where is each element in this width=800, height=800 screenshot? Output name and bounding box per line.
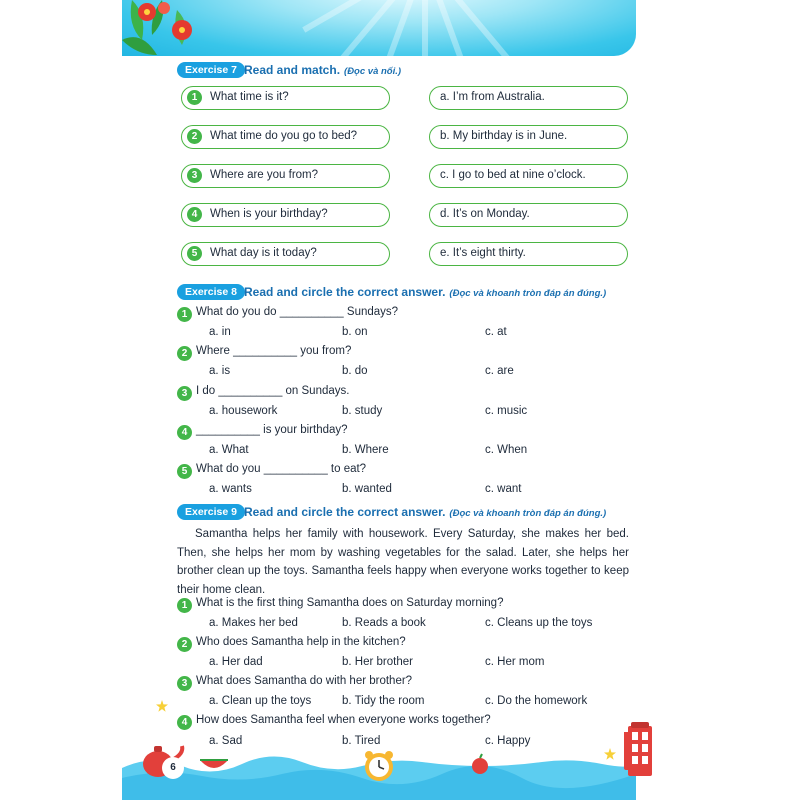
ex8-q4-option-b[interactable]: b. Where <box>342 444 389 456</box>
question-text: How does Samantha feel when everyone works together? <box>196 714 491 726</box>
exercise9-title-vi: (Đọc và khoanh tròn đáp án đúng.) <box>449 508 607 519</box>
ex8-q2-option-c[interactable]: c. are <box>485 365 514 377</box>
number-badge: 5 <box>177 464 192 479</box>
number-badge: 1 <box>187 90 202 105</box>
ex9-question-1 <box>177 595 503 613</box>
star-icon <box>156 700 168 712</box>
ex8-q1-option-b[interactable]: b. on <box>342 326 368 338</box>
phone-booth-icon <box>625 722 655 776</box>
match-question-5[interactable] <box>181 242 390 266</box>
ex8-q2-option-a[interactable]: a. is <box>209 365 231 377</box>
question-text: What do you do __________ Sundays? <box>196 306 399 318</box>
number-badge: 1 <box>177 598 192 613</box>
question-text: __________ is your birthday? <box>196 424 348 436</box>
exercise8-title-vi: (Đọc và khoanh tròn đáp án đúng.) <box>449 288 607 299</box>
ex9-q2-option-c[interactable]: c. Her mom <box>485 656 545 668</box>
ex9-q3-option-c[interactable]: c. Do the homework <box>485 695 588 707</box>
ex8-q2-option-b[interactable]: b. do <box>342 365 368 377</box>
question-text: What is the first thing Samantha does on Saturday morning? <box>196 597 504 609</box>
ex8-q1-option-a[interactable]: a. in <box>209 326 231 338</box>
ex8-q4-option-c[interactable]: c. When <box>485 444 528 456</box>
number-badge: 3 <box>187 168 202 183</box>
ex8-q3-option-a[interactable]: a. housework <box>209 405 278 417</box>
ex8-q3-option-b[interactable]: b. study <box>342 405 383 417</box>
ex8-question-1 <box>177 304 398 322</box>
match-question-text: What time do you go to bed? <box>210 130 358 142</box>
flower-leaves-decoration-icon <box>122 0 212 60</box>
page-number: 6 <box>162 757 184 779</box>
question-text: I do __________ on Sundays. <box>196 385 350 397</box>
question-text: Where __________ you from? <box>196 345 352 357</box>
ex9-q2-option-b[interactable]: b. Her brother <box>342 656 413 668</box>
exercise7-title-text: Read and match. <box>244 63 341 77</box>
number-badge: 3 <box>177 676 192 691</box>
ex8-question-3 <box>177 383 349 401</box>
ex8-q5-option-a[interactable]: a. wants <box>209 483 252 495</box>
match-answer-a[interactable]: a. I’m from Australia. <box>429 86 628 110</box>
match-question-text: What day is it today? <box>210 247 317 259</box>
match-question-2[interactable] <box>181 125 390 149</box>
ex9-q3-option-b[interactable]: b. Tidy the room <box>342 695 425 707</box>
match-question-4[interactable] <box>181 203 390 227</box>
exercise8-tag: Exercise 8 <box>177 284 245 300</box>
ex9-q2-option-a[interactable]: a. Her dad <box>209 656 263 668</box>
reading-passage: Samantha helps her family with housework. Every Saturday, she makes her bed. Then, she helps her mom by washing vegetables for the salad. Later, she helps her brother clean up the toys. Samantha feels happy when everyone works together to keep their home clean. <box>177 528 629 596</box>
ex8-question-4 <box>177 422 348 440</box>
exercise8-title <box>244 284 606 302</box>
exercise7-title-vi: (Đọc và nối.) <box>344 66 402 77</box>
ex9-q4-option-c[interactable]: c. Happy <box>485 735 531 747</box>
match-answer-b[interactable]: b. My birthday is in June. <box>429 125 628 149</box>
match-answer-c[interactable]: c. I go to bed at nine o’clock. <box>429 164 628 188</box>
exercise9-title-text: Read and circle the correct answer. <box>244 505 446 519</box>
ex9-q4-option-b[interactable]: b. Tired <box>342 735 381 747</box>
ex8-q5-option-b[interactable]: b. wanted <box>342 483 392 495</box>
exercise9-tag: Exercise 9 <box>177 504 245 520</box>
question-text: What does Samantha do with her brother? <box>196 675 413 687</box>
match-question-text: What time is it? <box>210 91 289 103</box>
ex9-q1-option-c[interactable]: c. Cleans up the toys <box>485 617 593 629</box>
star-icon <box>604 748 616 760</box>
match-answer-d[interactable]: d. It’s on Monday. <box>429 203 628 227</box>
match-question-1[interactable] <box>181 86 390 110</box>
question-text: Who does Samantha help in the kitchen? <box>196 636 406 648</box>
ex8-q1-option-c[interactable]: c. at <box>485 326 507 338</box>
ex9-q4-option-a[interactable]: a. Sad <box>209 735 243 747</box>
ex8-q3-option-c[interactable]: c. music <box>485 405 528 417</box>
number-badge: 1 <box>177 307 192 322</box>
ex8-question-5 <box>177 461 366 479</box>
number-badge: 4 <box>177 715 192 730</box>
ex8-question-2 <box>177 343 351 361</box>
ex9-q1-option-b[interactable]: b. Reads a book <box>342 617 426 629</box>
match-question-3[interactable] <box>181 164 390 188</box>
ex9-q1-option-a[interactable]: a. Makes her bed <box>209 617 298 629</box>
exercise7-tag: Exercise 7 <box>177 62 245 78</box>
ex9-question-4 <box>177 712 491 730</box>
ex9-q3-option-a[interactable]: a. Clean up the toys <box>209 695 312 707</box>
exercise7-title <box>244 62 401 80</box>
exercise8-title-text: Read and circle the correct answer. <box>244 285 446 299</box>
number-badge: 2 <box>177 637 192 652</box>
match-answer-e[interactable]: e. It’s eight thirty. <box>429 242 628 266</box>
ex8-q4-option-a[interactable]: a. What <box>209 444 249 456</box>
number-badge: 4 <box>187 207 202 222</box>
exercise9-title <box>244 504 606 522</box>
ex9-question-2 <box>177 634 406 652</box>
question-text: What do you __________ to eat? <box>196 463 367 475</box>
ex9-question-3 <box>177 673 412 691</box>
ex8-q5-option-c[interactable]: c. want <box>485 483 522 495</box>
number-badge: 2 <box>187 129 202 144</box>
number-badge: 5 <box>187 246 202 261</box>
number-badge: 4 <box>177 425 192 440</box>
number-badge: 2 <box>177 346 192 361</box>
number-badge: 3 <box>177 386 192 401</box>
match-question-text: When is your birthday? <box>210 208 328 220</box>
match-question-text: Where are you from? <box>210 169 319 181</box>
